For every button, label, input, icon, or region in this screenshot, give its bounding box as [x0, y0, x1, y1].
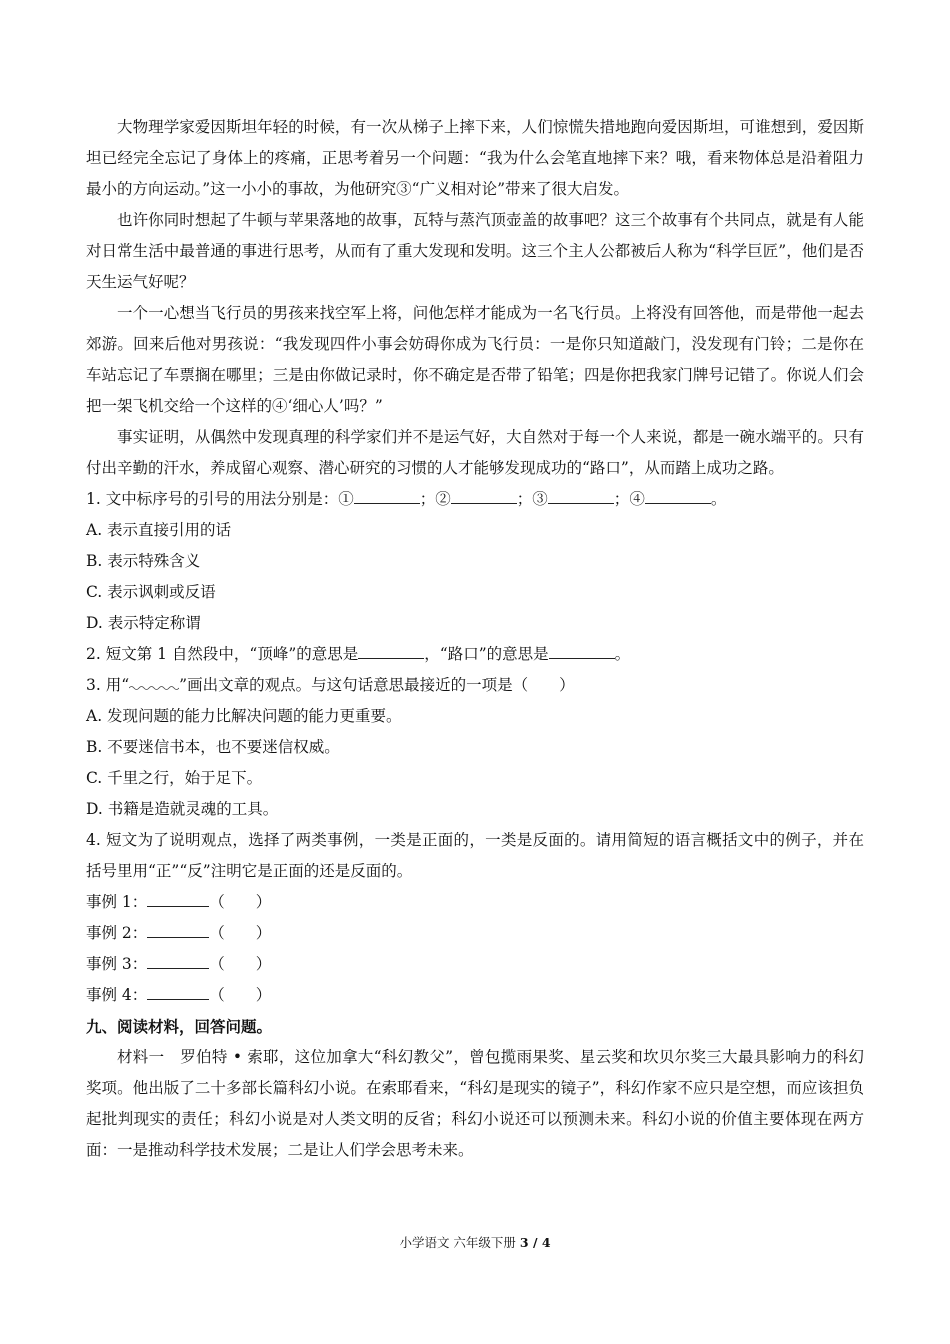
- answer-blank-3[interactable]: [548, 489, 614, 504]
- wavy-underline-icon: [129, 680, 179, 690]
- article-paragraph-2: 也许你同时想起了牛顿与苹果落地的故事，瓦特与蒸汽顶壶盖的故事吧？这三个故事有个共同点，就是有人能对日常生活中最普通的事进行思考，从而有了重大发现和发明。这三个主人公都被后人称为“科学巨匠”，他们是否天生运气好呢？: [86, 211, 864, 291]
- example-3-paren[interactable]: （ ）: [209, 955, 272, 973]
- example-label: 事例 4：: [86, 986, 148, 1004]
- page-footer: [0, 1233, 950, 1251]
- section-9-heading: 九、阅读材料，回答问题。: [86, 1017, 273, 1036]
- question-2: [86, 639, 864, 670]
- marker-3: ③: [532, 490, 548, 508]
- question-2-part-2: ，“路口”的意思是: [424, 645, 549, 663]
- article-paragraph-4: 事实证明，从偶然中发现真理的科学家们并不是运气好，大自然对于每一个人来说，都是一碗水端平的。只有付出辛勤的汗水，养成留心观察、潜心研究的习惯的人才能够发现成功的“路口”，从而踏上成功之路。: [86, 428, 864, 477]
- example-2-paren[interactable]: （ ）: [209, 924, 272, 942]
- article-paragraph-3: 一个一心想当飞行员的男孩来找空军上将，问他怎样才能成为一名飞行员。上将没有回答他，而是带他一起去郊游。回来后他对男孩说：“我发现四件小事会妨碍你成为飞行员：一是你只知道敲门，没发现有门铃；二是你在车站忘记了车票搁在哪里；三是由你做记录时，你不确定是否带了铅笔；四是你把我家门牌号记错了。你说人们会把一架飞机交给一个这样的④‘细心人’吗？”: [86, 304, 864, 415]
- question-3-option-c: C. 千里之行，始于足下。: [86, 769, 263, 787]
- question-2-part-1: 2. 短文第 1 自然段中，“顶峰”的意思是: [86, 645, 359, 663]
- question-3-option-b: B. 不要迷信书本，也不要迷信权威。: [86, 738, 340, 756]
- question-3: [86, 670, 864, 701]
- example-label: 事例 2：: [86, 924, 148, 942]
- answer-blank-lukou[interactable]: [549, 644, 615, 659]
- example-3: [86, 949, 864, 980]
- question-1-option-d: D. 表示特定称谓: [86, 614, 201, 632]
- end-mark: 。: [614, 645, 631, 663]
- example-2-blank[interactable]: [147, 923, 209, 938]
- example-1-blank[interactable]: [147, 892, 209, 907]
- example-4: [86, 980, 864, 1011]
- answer-blank-2[interactable]: [451, 489, 517, 504]
- example-3-blank[interactable]: [147, 954, 209, 969]
- page-number: 3 / 4: [519, 1235, 551, 1250]
- question-1-option-b: B. 表示特殊含义: [86, 552, 201, 570]
- page-content: [86, 112, 864, 1166]
- example-label: 事例 1：: [86, 893, 148, 911]
- question-1-prefix: 1. 文中标序号的引号的用法分别是：: [86, 490, 339, 508]
- separator: ；: [516, 490, 533, 508]
- separator: ；: [419, 490, 436, 508]
- example-2: [86, 918, 864, 949]
- marker-4: ④: [629, 490, 645, 508]
- marker-1: ①: [338, 490, 354, 508]
- article-paragraph-1: 大物理学家爱因斯坦年轻的时候，有一次从梯子上摔下来，人们惊慌失措地跑向爱因斯坦，可谁想到，爱因斯坦已经完全忘记了身体上的疼痛，正思考着另一个问题：“我为什么会笔直地摔下来？哦，看来物体总是沿着阻力最小的方向运动。”这一小小的事故，为他研究③“广义相对论”带来了很大启发。: [86, 118, 864, 198]
- end-mark: 。: [710, 490, 727, 508]
- example-4-paren[interactable]: （ ）: [209, 986, 272, 1004]
- question-1-option-c: C. 表示讽刺或反语: [86, 583, 216, 601]
- answer-blank-1[interactable]: [354, 489, 420, 504]
- separator: ；: [613, 490, 630, 508]
- marker-2: ②: [435, 490, 451, 508]
- example-4-blank[interactable]: [147, 985, 209, 1000]
- question-3-option-a: A. 发现问题的能力比解决问题的能力更重要。: [86, 707, 402, 725]
- question-3-part-2: ”画出文章的观点。与这句话意思最接近的一项是（ ）: [179, 676, 575, 694]
- question-4: 4. 短文为了说明观点，选择了两类事例，一类是正面的，一类是反面的。请用简短的语言概括文中的例子，并在括号里用“正”“反”注明它是正面的还是反面的。: [86, 831, 864, 880]
- question-1: [86, 484, 864, 515]
- question-3-part-1: 3. 用“: [86, 676, 130, 694]
- question-3-option-d: D. 书籍是造就灵魂的工具。: [86, 800, 279, 818]
- footer-text: 小学语文 六年级下册: [399, 1235, 520, 1250]
- example-label: 事例 3：: [86, 955, 148, 973]
- answer-blank-4[interactable]: [645, 489, 711, 504]
- question-1-option-a: A. 表示直接引用的话: [86, 521, 232, 539]
- example-1-paren[interactable]: （ ）: [209, 893, 272, 911]
- answer-blank-dingfeng[interactable]: [358, 644, 424, 659]
- example-1: [86, 887, 864, 918]
- material-1: 材料一 罗伯特 • 索耶，这位加拿大“科幻教父”，曾包揽雨果奖、星云奖和坎贝尔奖三大最具影响力的科幻奖项。他出版了二十多部长篇科幻小说。在索耶看来，“科幻是现实的镜子”，科幻作家不应只是空想，而应该担负起批判现实的责任；科幻小说是对人类文明的反省；科幻小说还可以预测未来。科幻小说的价值主要体现在两方面：一是推动科学技术发展；二是让人们学会思考未来。: [86, 1048, 864, 1159]
